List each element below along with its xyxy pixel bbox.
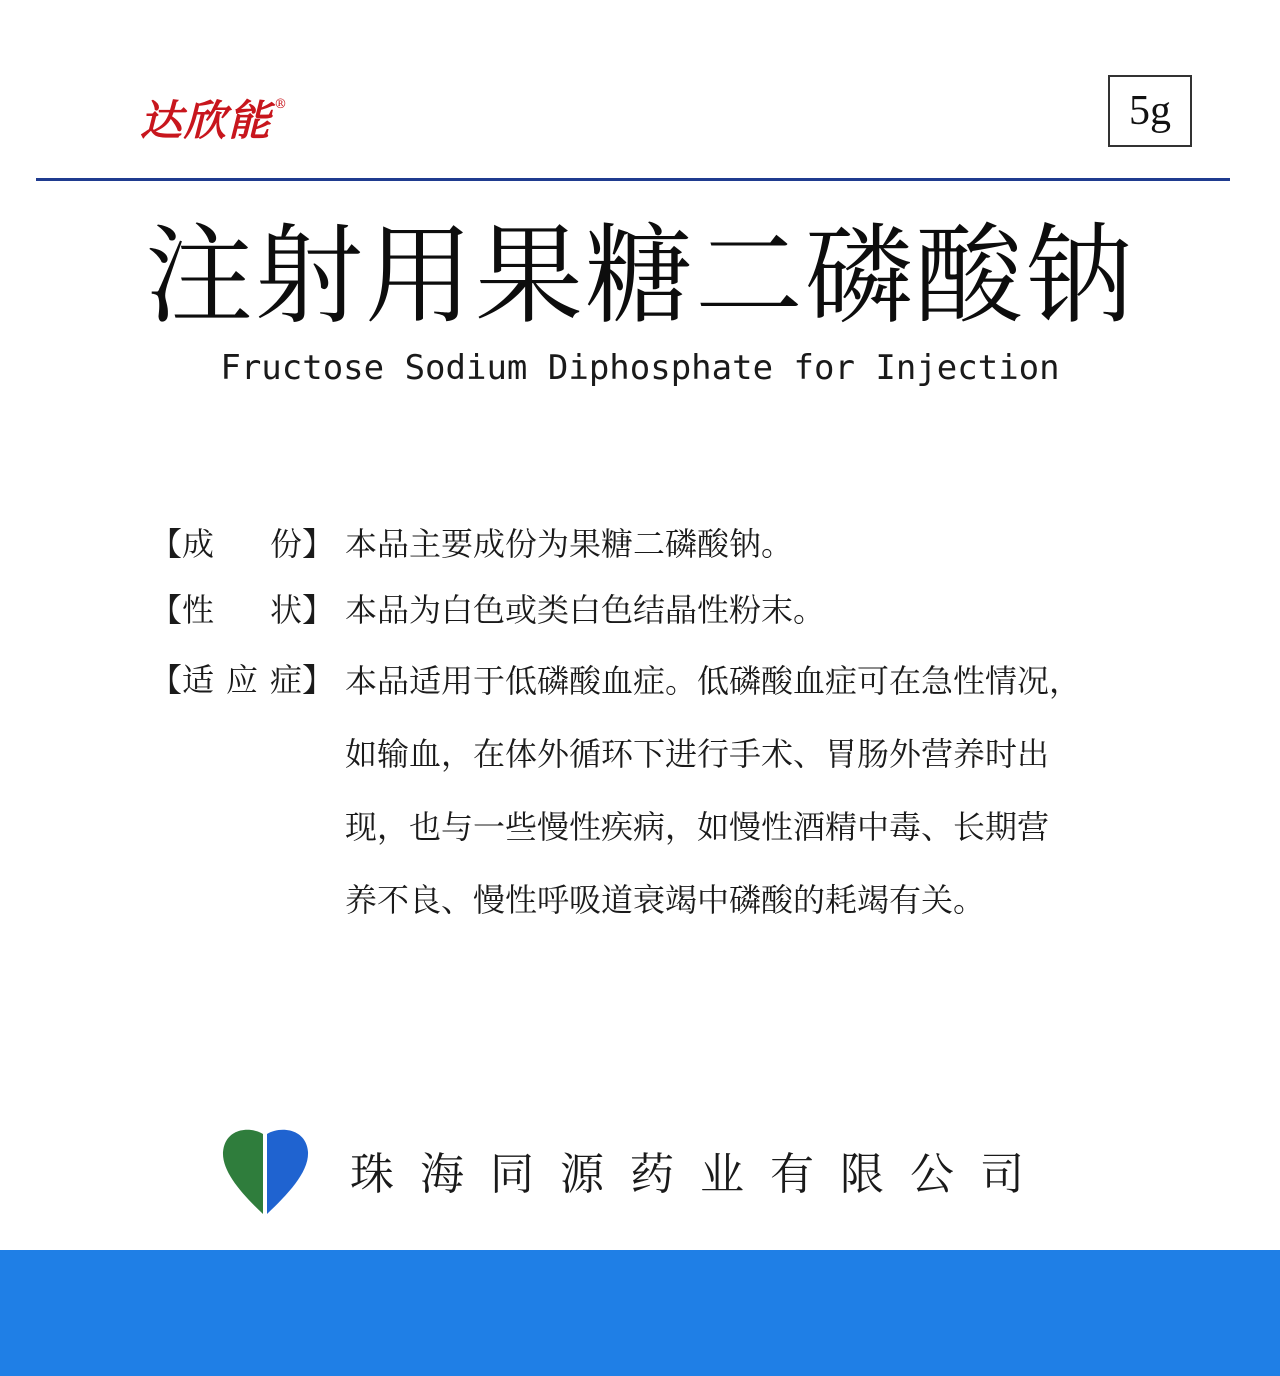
indication-line: 养不良、慢性呼吸道衰竭中磷酸的耗竭有关。 xyxy=(345,880,986,919)
company-name: 珠海同源药业有限公司 xyxy=(350,1149,1050,1200)
brand-name: 达欣能 xyxy=(140,96,273,145)
bottom-color-band xyxy=(0,1250,1280,1376)
header-rule xyxy=(36,178,1230,181)
product-title-cn: 注射用果糖二磷酸钠 xyxy=(144,214,1135,339)
indication-line: 现，也与一些慢性疾病，如慢性酒精中毒、长期营 xyxy=(345,807,1050,846)
logo-left-half xyxy=(223,1130,263,1214)
logo-right-half xyxy=(267,1130,308,1214)
split-heart-logo-icon xyxy=(220,1124,310,1216)
info-row-character xyxy=(150,586,1160,634)
character-label: 【性状】 xyxy=(150,591,335,629)
info-row-composition xyxy=(150,520,1160,568)
indication-line: 本品适用于低磷酸血症。低磷酸血症可在急性情况， xyxy=(345,662,1082,700)
brand-logo xyxy=(140,96,290,145)
registered-mark: ® xyxy=(274,97,290,112)
product-title-en: Fructose Sodium Diphosphate for Injection xyxy=(220,348,1060,388)
spec-label: 5g xyxy=(1129,88,1171,134)
composition-text: 本品主要成份为果糖二磷酸钠。 xyxy=(345,525,794,563)
product-info xyxy=(150,520,1160,937)
composition-label: 【成份】 xyxy=(150,525,335,563)
spec-box xyxy=(1108,75,1192,147)
indication-text xyxy=(345,645,1160,937)
indication-label: 【适应症】 xyxy=(150,661,335,699)
indication-line: 如输血，在体外循环下进行手术、胃肠外营养时出 xyxy=(345,734,1050,773)
character-text: 本品为白色或类白色结晶性粉末。 xyxy=(345,591,826,629)
info-row-indication xyxy=(150,656,1160,937)
company-block xyxy=(220,1120,1120,1220)
